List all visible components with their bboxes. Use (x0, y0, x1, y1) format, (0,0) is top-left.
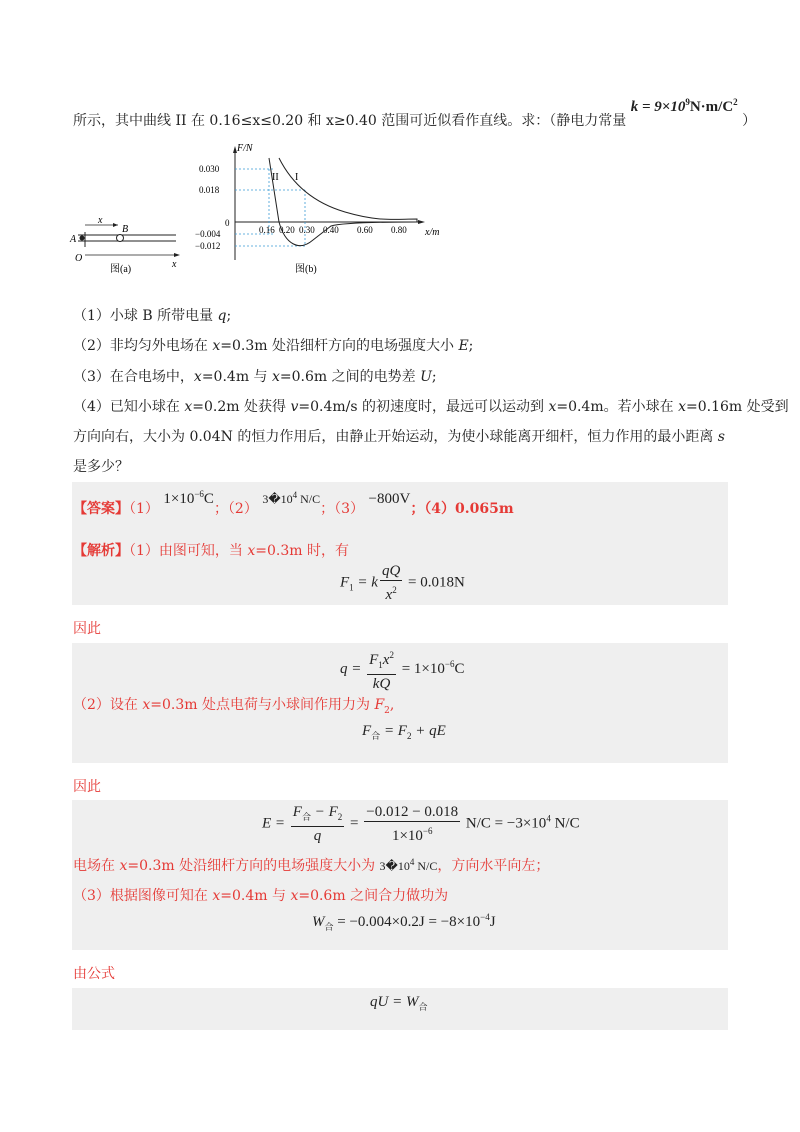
label-A: A (70, 234, 77, 245)
label-x-distance: x (98, 215, 103, 226)
question-1: （1）小球 B 所带电量 q; (73, 308, 232, 324)
question-4-line-2: 方向向右，大小为 0.04N 的恒力作用后，由静止开始运动，为使小球能离开细杆，恒力作用的最小距离 s (73, 429, 725, 445)
x-label: x/m (425, 227, 440, 238)
intro-line (73, 97, 757, 130)
curve-II-label: II (272, 172, 279, 183)
charge-A (80, 236, 85, 241)
analysis-line-1: 【解析】（1）由图可知，当 x=0.3m 时，有 (73, 543, 349, 559)
answer-line: 【答案】（1） $1\times 10^{-6}C$；（2） $3�10^4$ N/C；（3） −800V；（4）0.065m (73, 489, 514, 517)
intro-close: ） (742, 113, 757, 129)
x-axis-arrow (418, 220, 425, 224)
equation-3: $F_合 = F_2$ + qE (362, 723, 446, 741)
label-x-axis-a: x (172, 259, 177, 270)
ytick-0: 0 (225, 218, 230, 228)
equation-6: qU = $W_合$ (370, 994, 428, 1012)
analysis-tag: 【解析】 (73, 543, 129, 559)
ytick-m0012: −0.012 (195, 241, 221, 251)
label-O: O (75, 253, 83, 264)
ytick-0018: 0.018 (199, 185, 220, 195)
xtick-020: 0.20 (279, 225, 295, 235)
curve-I-label: I (295, 172, 299, 183)
ball-B (117, 235, 124, 242)
figure-a (60, 215, 190, 277)
ytick-m0004: −0.004 (195, 229, 221, 239)
analysis-line-2: （2）设在 x=0.3m 处点电荷与小球间作用力为 $F_2$, (73, 697, 395, 716)
figure-b-caption: 图(b) (295, 264, 317, 275)
formula-label: 由公式 (73, 966, 115, 982)
coulomb-constant: $k = 9\times 10^9N\cdot m/C^2$ (630, 97, 738, 115)
therefore-2: 因此 (73, 779, 101, 795)
xtick-040: 0.40 (323, 225, 339, 235)
ytick-0030: 0.030 (199, 164, 220, 174)
equation-5: $W_合 = -0.004\times 0.2J = -8\times 10^{-4}J$ (312, 912, 496, 932)
equation-1: $F_1 = k$ $\frac{qQ}{x^2}$ = 0.018N (340, 563, 465, 603)
answer-3-value: −800V (368, 491, 411, 507)
answer-tag: 【答案】 (73, 501, 129, 517)
intro-text: 所示，其中曲线 II 在 0.16≤x≤0.20 和 x≥0.40 范围可近似看作直线。求：（静电力常量 (73, 113, 627, 129)
figure-b (195, 140, 455, 280)
equation-4: E = $\frac{F_合 - F_2}{q}$ = $\frac{-0.012 - 0.018}{1\times 10^{-6}}$ $N/C = -3\times 10^4$ N/C (262, 804, 580, 844)
xtick-016: 0.16 (259, 225, 275, 235)
therefore-1: 因此 (73, 621, 101, 637)
distance-arrow-head (113, 223, 118, 227)
answer-1-value: $1\times 10^{-6}C$ (163, 489, 214, 507)
answer-2-value: $3�10^4$ N/C (262, 490, 321, 506)
xtick-060: 0.60 (357, 225, 373, 235)
figure-a-caption: 图(a) (110, 264, 132, 275)
xtick-030: 0.30 (299, 225, 315, 235)
analysis-line-4: （3）根据图像可知在 x=0.4m 与 x=0.6m 之间合力做功为 (73, 888, 449, 904)
question-4-line-3: 是多少？ (73, 459, 129, 475)
question-3: （3）在合电场中，x=0.4m 与 x=0.6m 之间的电势差 U; (73, 369, 437, 385)
x-axis-a-arrow (174, 253, 180, 257)
question-4-line-1: （4）已知小球在 x=0.2m 处获得 v=0.4m/s 的初速度时，最远可以运动到 x=0.4m。若小球在 x=0.16m 处受到 (73, 399, 789, 415)
label-B: B (122, 224, 129, 235)
analysis-line-3: 电场在 x=0.3m 处沿细杆方向的电场强度大小为 $3�10^4$ N/C，方向水平向左； (73, 857, 550, 874)
question-2: （2）非均匀外电场在 x=0.3m 处沿细杆方向的电场强度大小 E; (73, 338, 474, 354)
xtick-080: 0.80 (391, 225, 407, 235)
equation-2: q = $\frac{F_1x^2}{kQ}$ = $1\times 10^{-6}C$ (340, 646, 464, 693)
y-label: F/N (237, 143, 253, 154)
